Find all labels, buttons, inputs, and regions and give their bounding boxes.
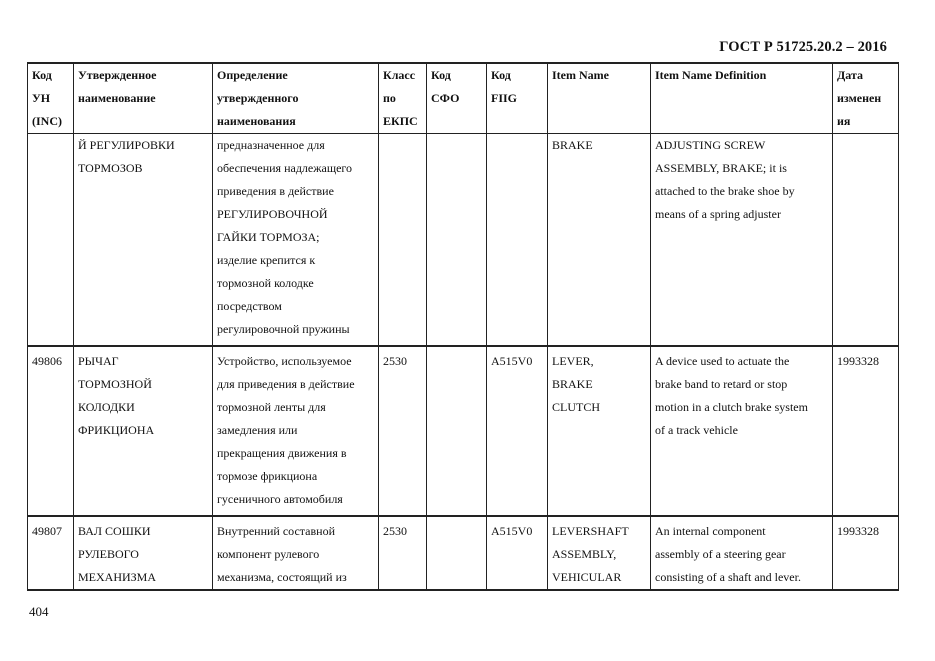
cell-inc: 49806 [28, 346, 74, 516]
cell-class [379, 134, 427, 347]
column-header-item-name-definition: Item Name Definition [651, 63, 833, 134]
cell-fiig [487, 134, 548, 347]
cell-approved-name: ВАЛ СОШКИ РУЛЕВОГО МЕХАНИЗМА [74, 516, 213, 590]
table-row [28, 346, 899, 516]
document-standard-header: ГОСТ Р 51725.20.2 – 2016 [719, 39, 887, 55]
cell-sfo [427, 346, 487, 516]
cell-approved-name: Й РЕГУЛИРОВКИ ТОРМОЗОВ [74, 134, 213, 347]
cell-item-name: LEVER, BRAKE CLUTCH [548, 346, 651, 516]
table-row [28, 134, 899, 347]
cell-inc [28, 134, 74, 347]
table-row [28, 516, 899, 590]
cell-item-name: LEVERSHAFT ASSEMBLY, VEHICULAR [548, 516, 651, 590]
column-header-definition: Определение утвержденного наименования [213, 63, 379, 134]
cell-item-name-definition: ADJUSTING SCREW ASSEMBLY, BRAKE; it is attached to the brake shoe by means of a spring adjuster [651, 134, 833, 347]
cell-definition: Внутренний составной компонент рулевого механизма, состоящий из [213, 516, 379, 590]
column-header-inc: Код УН (INC) [28, 63, 74, 134]
column-header-fiig: Код FIIG [487, 63, 548, 134]
cell-inc: 49807 [28, 516, 74, 590]
cell-change-date: 1993328 [833, 516, 899, 590]
table-header-row [28, 63, 899, 134]
cell-item-name-definition: An internal component assembly of a steering gear consisting of a shaft and lever. [651, 516, 833, 590]
cell-item-name: BRAKE [548, 134, 651, 347]
column-header-change-date: Дата изменен ия [833, 63, 899, 134]
cell-class: 2530 [379, 516, 427, 590]
cell-definition: предназначенное для обеспечения надлежащего приведения в действие РЕГУЛИРОВОЧНОЙ ГАЙКИ ТОРМОЗА; изделие крепится к тормозной колодке посредством регулировочной пружины [213, 134, 379, 347]
cell-change-date [833, 134, 899, 347]
column-header-approved-name: Утвержденное наименование [74, 63, 213, 134]
column-header-sfo: Код СФО [427, 63, 487, 134]
cell-approved-name: РЫЧАГ ТОРМОЗНОЙ КОЛОДКИ ФРИКЦИОНА [74, 346, 213, 516]
cell-item-name-definition: A device used to actuate the brake band to retard or stop motion in a clutch brake system of a track vehicle [651, 346, 833, 516]
column-header-item-name: Item Name [548, 63, 651, 134]
cell-fiig: A515V0 [487, 516, 548, 590]
catalog-table [27, 62, 899, 591]
column-header-class: Класс по ЕКПС [379, 63, 427, 134]
page-number: 404 [29, 604, 49, 619]
cell-sfo [427, 134, 487, 347]
cell-class: 2530 [379, 346, 427, 516]
cell-change-date: 1993328 [833, 346, 899, 516]
cell-sfo [427, 516, 487, 590]
cell-fiig: A515V0 [487, 346, 548, 516]
cell-definition: Устройство, используемое для приведения в действие тормозной ленты для замедления или прекращения движения в тормозе фрикциона гусеничного автомобиля [213, 346, 379, 516]
